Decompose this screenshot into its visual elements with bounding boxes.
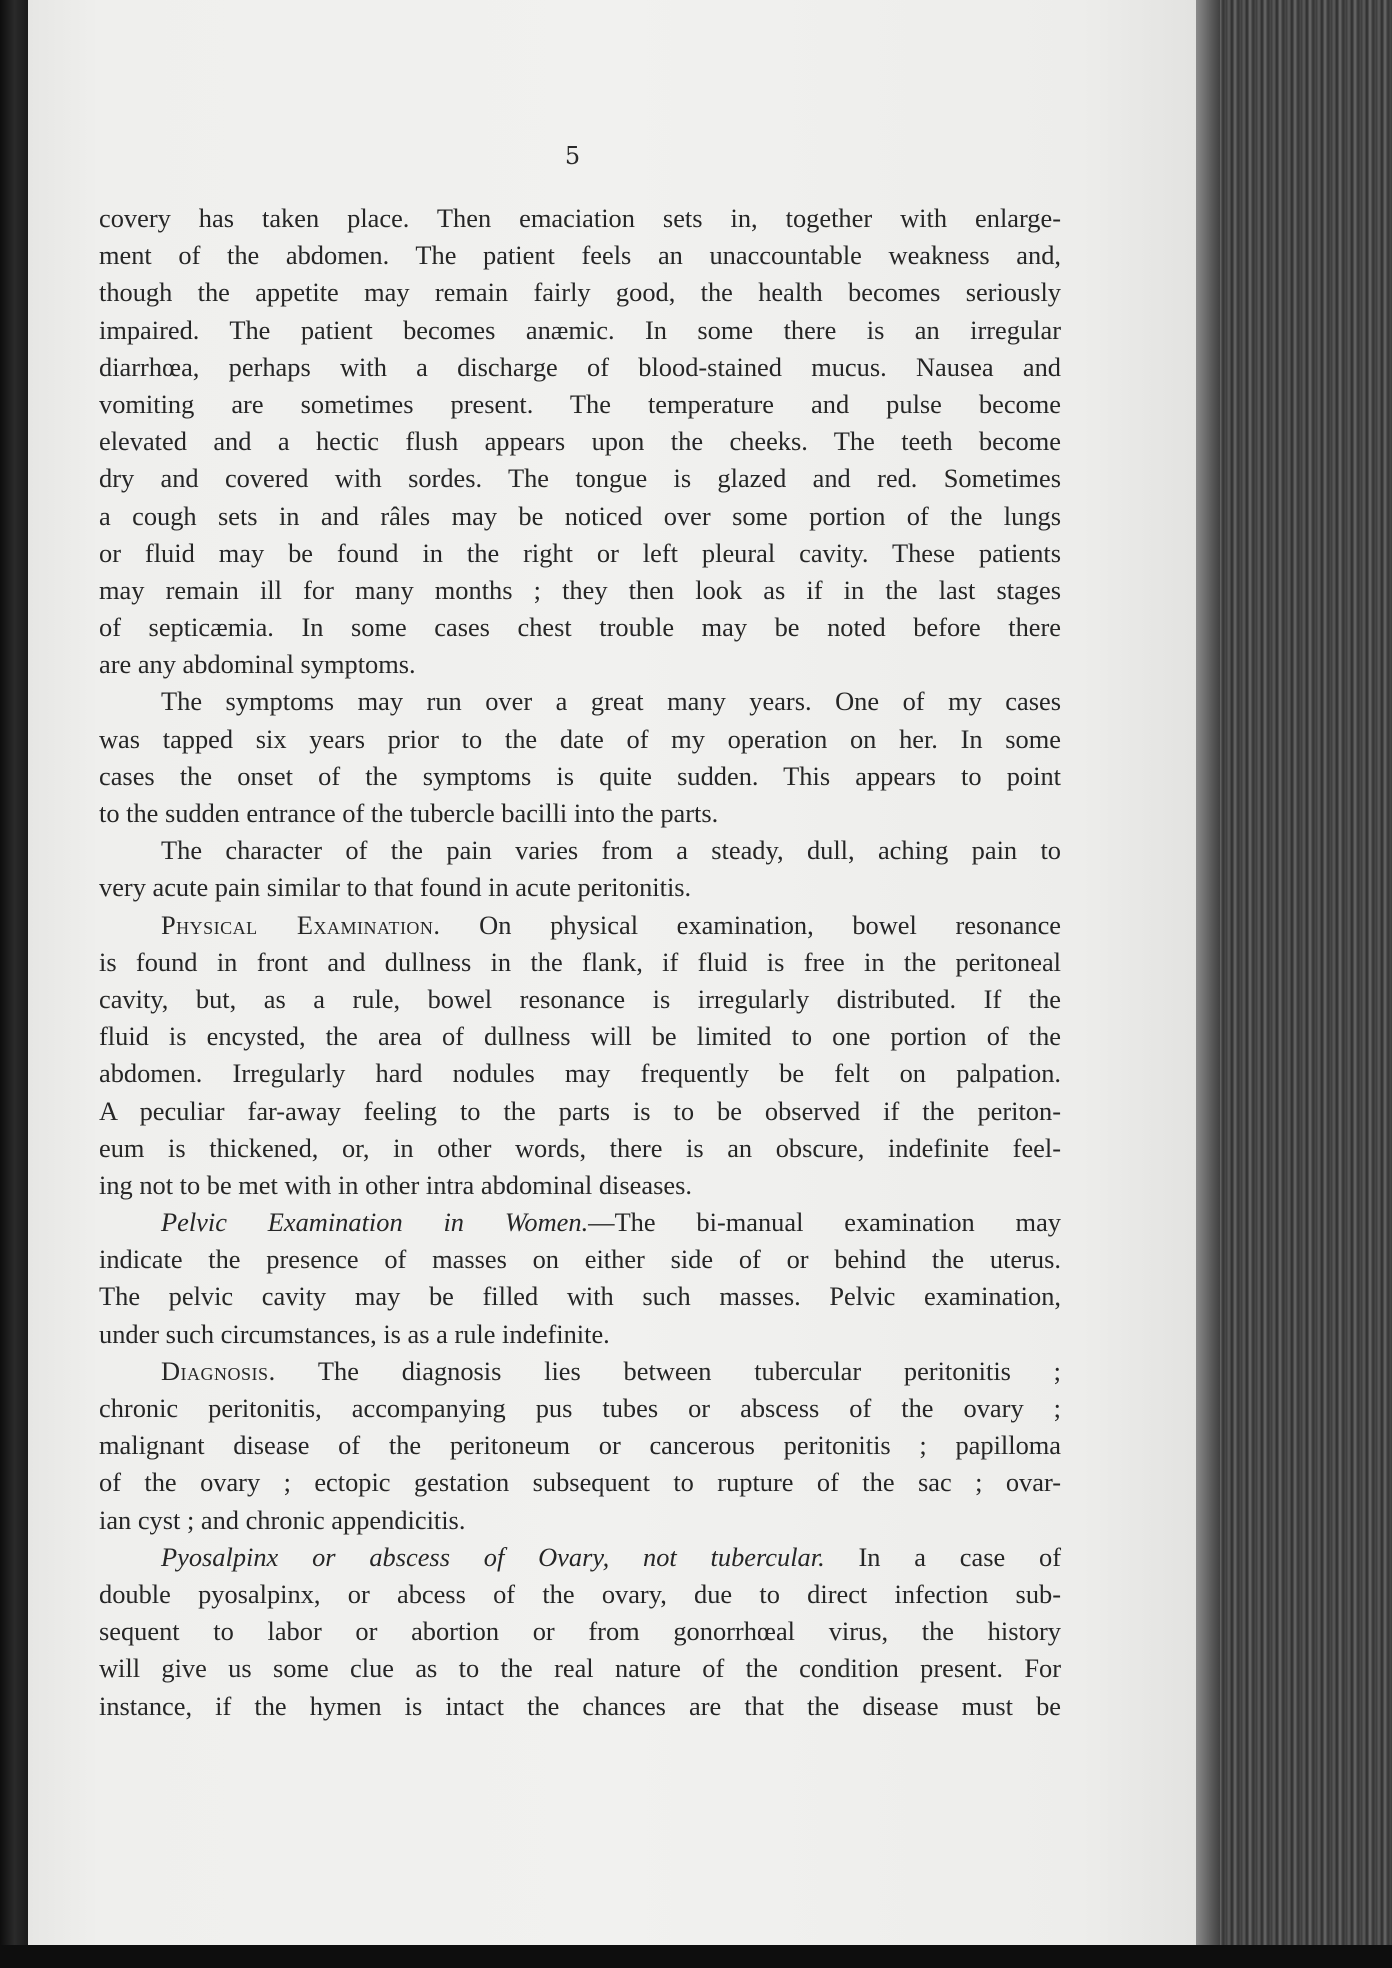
text-line: fluid is encysted, the area of dullness will be limited to one portion of the (99, 1021, 1061, 1052)
text-line: ment of the abdomen. The patient feels an unaccountable weakness and, (99, 240, 1061, 271)
section-heading-diagnosis: Diagnosis. (161, 1355, 276, 1386)
text-line: cavity, but, as a rule, bowel resonance is irregularly distributed. If the (99, 983, 1061, 1014)
text-line: was tapped six years prior to the date of my operation on her. In some (99, 723, 1061, 754)
text-line: a cough sets in and râles may be noticed over some portion of the lungs (99, 500, 1061, 531)
text-line: elevated and a hectic flush appears upon the cheeks. The teeth become (99, 426, 1061, 457)
text-line: are any abdominal symptoms. (99, 649, 416, 680)
book-bottom-edge (0, 1945, 1392, 1968)
text-line: may remain ill for many months ; they then look as if in the last stages (99, 574, 1061, 605)
text-line: of septicæmia. In some cases chest trouble may be noted before there (99, 612, 1061, 643)
text-line: double pyosalpinx, or abcess of the ovary, due to direct infection sub- (99, 1578, 1061, 1609)
text-line (99, 907, 1061, 944)
text-line: The pelvic cavity may be filled with such masses. Pelvic examination, (99, 1281, 1061, 1312)
text-line: of the ovary ; ectopic gestation subsequent to rupture of the sac ; ovar- (99, 1467, 1061, 1498)
text-line: ian cyst ; and chronic appendicitis. (99, 1504, 466, 1535)
text-line: to the sudden entrance of the tubercle bacilli into the parts. (99, 798, 719, 828)
body-text (99, 200, 1061, 1725)
section-heading-pyosalpinx: Pyosalpinx or abscess of Ovary, not tubercular. (161, 1541, 825, 1572)
text-line: diarrhœa, perhaps with a discharge of blood-stained mucus. Nausea and (99, 351, 1061, 382)
text-run: —The bi-manual examination may (588, 1207, 1061, 1238)
page-number: 5 (564, 142, 581, 170)
text-line: chronic peritonitis, accompanying pus tubes or abscess of the ovary ; (99, 1393, 1061, 1423)
text-line: malignant disease of the peritoneum or cancerous peritonitis ; papilloma (99, 1430, 1061, 1461)
text-line: dry and covered with sordes. The tongue is glazed and red. Sometimes (99, 463, 1061, 494)
book-page-edges (1196, 0, 1392, 1968)
text-line: or fluid may be found in the right or left pleural cavity. These patients (99, 537, 1061, 568)
text-line (99, 1539, 1061, 1576)
text-line (99, 1353, 1061, 1390)
text-line: eum is thickened, or, in other words, there is an obscure, indefinite feel- (99, 1132, 1061, 1163)
text-line: vomiting are sometimes present. The temperature and pulse become (99, 388, 1061, 419)
text-line: is found in front and dullness in the flank, if fluid is free in the peritoneal (99, 946, 1061, 977)
text-line: indicate the presence of masses on either side of or behind the uterus. (99, 1244, 1061, 1275)
text-line: under such circumstances, is as a rule indefinite. (99, 1318, 610, 1349)
page-edge-shadow (1196, 0, 1220, 1968)
text-run: In a case of (824, 1541, 1062, 1572)
text-line: ing not to be met with in other intra abdominal diseases. (99, 1169, 692, 1200)
text-line: cases the onset of the symptoms is quite sudden. This appears to point (99, 760, 1061, 791)
text-line: sequent to labor or abortion or from gonorrhœal virus, the history (99, 1616, 1061, 1647)
text-line: will give us some clue as to the real nature of the condition present. For (99, 1653, 1061, 1684)
text-line: covery has taken place. Then emaciation sets in, together with enlarge- (99, 203, 1061, 233)
text-line: A peculiar far-away feeling to the parts is to be observed if the periton- (99, 1095, 1061, 1126)
text-line: impaired. The patient becomes anæmic. In some there is an irregular (99, 314, 1061, 345)
text-line: though the appetite may remain fairly good, the health becomes seriously (99, 277, 1061, 308)
text-line: The character of the pain varies from a steady, dull, aching pain to (161, 835, 1061, 866)
section-heading-pelvic-examination: Pelvic Examination in Women. (161, 1207, 589, 1238)
text-line: very acute pain similar to that found in acute peritonitis. (99, 872, 692, 903)
text-line: abdomen. Irregularly hard nodules may frequently be felt on palpation. (99, 1058, 1061, 1089)
text-line: instance, if the hymen is intact the chances are that the disease must be (99, 1690, 1061, 1721)
text-line: The symptoms may run over a great many years. One of my cases (161, 686, 1061, 717)
text-line (99, 1204, 1061, 1241)
text-run: On physical examination, bowel resonance (440, 909, 1061, 940)
section-heading-physical-examination: Physical Examination. (161, 909, 441, 940)
text-run: The diagnosis lies between tubercular peritonitis ; (275, 1355, 1061, 1386)
